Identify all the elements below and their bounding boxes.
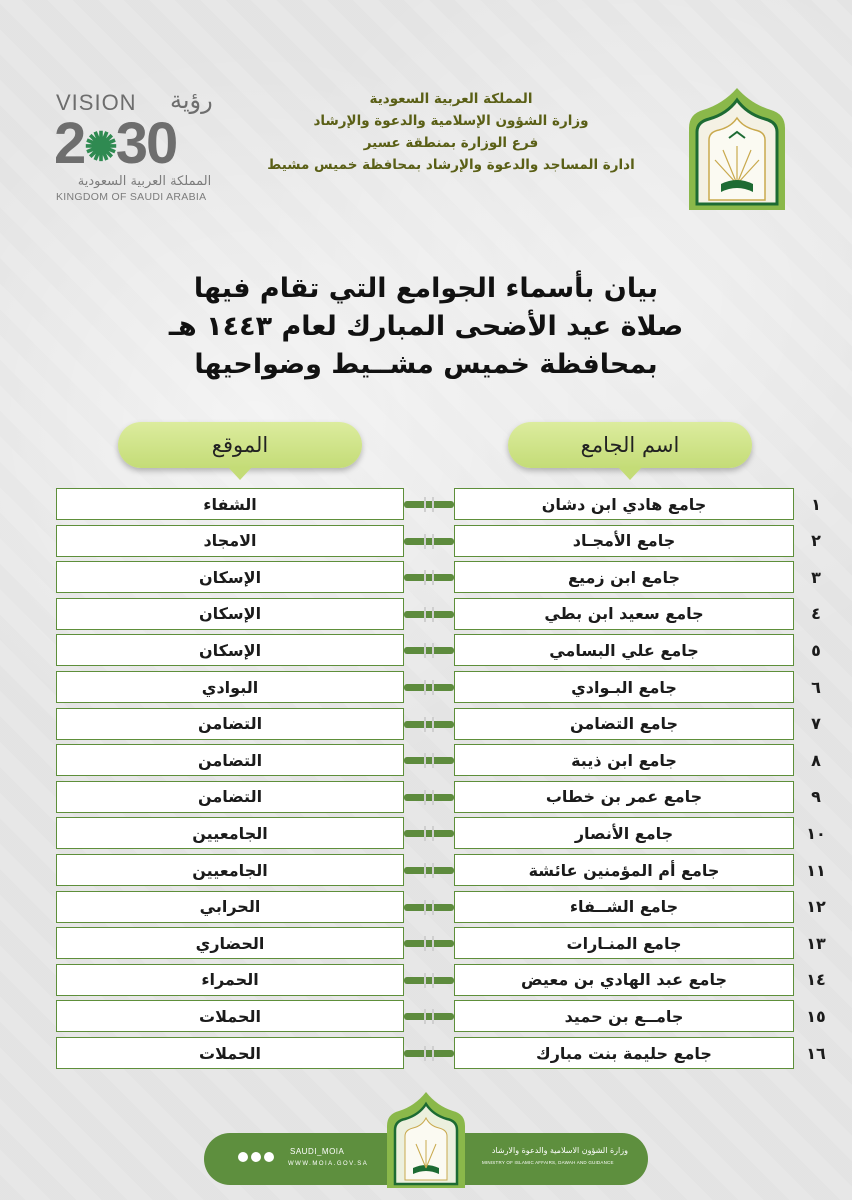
mosque-name-header: اسم الجامع: [508, 422, 752, 468]
youtube-icon[interactable]: [264, 1152, 274, 1162]
row-connector: [404, 721, 454, 728]
location-cell: الجامعيين: [56, 817, 404, 849]
mosque-name-cell: جامــع بن حميد: [454, 1000, 794, 1032]
table-row: [0, 854, 852, 886]
location-cell: التضامن: [56, 744, 404, 776]
row-connector: [404, 977, 454, 984]
table-row: [0, 781, 852, 813]
row-connector: [404, 904, 454, 911]
row-number: ١٤: [806, 970, 826, 990]
row-connector: [404, 794, 454, 801]
twitter-icon[interactable]: [238, 1152, 248, 1162]
title-line: صلاة عيد الأضحى المبارك لعام ١٤٤٣ هـ: [168, 311, 684, 342]
location-cell: البوادي: [56, 671, 404, 703]
row-connector: [404, 867, 454, 874]
social-handle[interactable]: SAUDI_MOIA: [290, 1147, 345, 1156]
location-cell: الجامعيين: [56, 854, 404, 886]
mosque-name-cell: جامع التضامن: [454, 708, 794, 740]
row-number: ٥: [811, 640, 821, 660]
org-line: ادارة المساجد والدعوة والإرشاد بمحافظة خميس مشيط: [267, 157, 635, 173]
ministry-name-english: MINISTRY OF ISLAMIC AFFAIRS, DAWAH AND GUIDANCE: [482, 1160, 614, 1165]
vision-2030-logo: [52, 88, 232, 208]
table-row: [0, 488, 852, 520]
row-connector: [404, 830, 454, 837]
table-row: [0, 561, 852, 593]
row-connector: [404, 611, 454, 618]
table-row: [0, 891, 852, 923]
social-icons: [238, 1152, 274, 1162]
row-number: ١: [811, 494, 821, 514]
location-cell: الحملات: [56, 1000, 404, 1032]
location-cell: الإسكان: [56, 561, 404, 593]
row-number: ٨: [811, 750, 821, 770]
row-connector: [404, 757, 454, 764]
organization-lines: [240, 88, 662, 176]
location-cell: الامجاد: [56, 525, 404, 557]
vision-title: VISION: [56, 90, 137, 115]
mosque-name-cell: جامع أم المؤمنين عائشة: [454, 854, 794, 886]
table-row: [0, 634, 852, 666]
row-number: ٧: [811, 714, 821, 734]
mosque-name-cell: جامع ابن ذيبة: [454, 744, 794, 776]
letterhead: [0, 0, 852, 240]
mosque-name-cell: جامع عمر بن خطاب: [454, 781, 794, 813]
mosque-name-cell: جامع ابن زميع: [454, 561, 794, 593]
row-connector: [404, 647, 454, 654]
footer-emblem-icon: [383, 1090, 469, 1190]
table-row: [0, 1000, 852, 1032]
kingdom-arabic: المملكة العربية السعودية: [77, 174, 212, 189]
location-cell: الإسكان: [56, 598, 404, 630]
location-cell: الحضاري: [56, 927, 404, 959]
location-cell: التضامن: [56, 781, 404, 813]
row-connector: [404, 538, 454, 545]
ministry-emblem-icon: [683, 84, 791, 212]
row-number: ١٣: [806, 933, 826, 953]
vision-year: 2✺30: [54, 111, 177, 176]
row-number: ١٠: [806, 823, 826, 843]
table-row: [0, 817, 852, 849]
table-row: [0, 598, 852, 630]
title-line: بمحافظة خميس مشــيط وضواحيها: [194, 349, 658, 380]
table-row: [0, 1037, 852, 1069]
mosque-name-cell: جامع حليمة بنت مبارك: [454, 1037, 794, 1069]
row-number: ٦: [811, 677, 821, 697]
location-header: الموقع: [118, 422, 362, 468]
mosque-name-cell: جامع الأمجـاد: [454, 525, 794, 557]
row-number: ١٥: [806, 1006, 826, 1026]
org-line: وزارة الشؤون الإسلامية والدعوة والإرشاد: [313, 113, 589, 129]
table-row: [0, 964, 852, 996]
mosque-name-cell: جامع الشــفاء: [454, 891, 794, 923]
document-title: [140, 270, 712, 384]
row-connector: [404, 1050, 454, 1057]
mosque-name-cell: جامع هادي ابن دشان: [454, 488, 794, 520]
row-number: ٤: [811, 604, 821, 624]
palm-swords-icon: ✺: [84, 125, 116, 170]
mosque-name-cell: جامع البـوادي: [454, 671, 794, 703]
mosque-name-cell: جامع المنـارات: [454, 927, 794, 959]
row-number: ١٢: [806, 897, 826, 917]
table-row: [0, 927, 852, 959]
ministry-name-arabic: وزارة الشؤون الاسلامية والدعوة والارشاد: [491, 1146, 628, 1155]
org-line: المملكة العربية السعودية: [369, 91, 533, 107]
title-line: بيان بأسماء الجوامع التي تقام فيها: [193, 273, 659, 304]
row-connector: [404, 684, 454, 691]
org-line: فرع الوزارة بمنطقة عسير: [363, 135, 539, 151]
table-row: [0, 525, 852, 557]
location-cell: الإسكان: [56, 634, 404, 666]
row-connector: [404, 501, 454, 508]
mosque-name-cell: جامع الأنصار: [454, 817, 794, 849]
vision-arabic: رؤية: [170, 86, 213, 114]
row-number: ٢: [811, 531, 821, 551]
mosque-name-cell: جامع سعيد ابن بطي: [454, 598, 794, 630]
location-cell: التضامن: [56, 708, 404, 740]
location-cell: الحمراء: [56, 964, 404, 996]
table-row: [0, 671, 852, 703]
location-cell: الشفاء: [56, 488, 404, 520]
instagram-icon[interactable]: [251, 1152, 261, 1162]
kingdom-english: KINGDOM OF SAUDI ARABIA: [56, 191, 207, 203]
location-cell: الحملات: [56, 1037, 404, 1069]
row-connector: [404, 940, 454, 947]
mosque-name-cell: جامع علي البسامي: [454, 634, 794, 666]
mosque-name-cell: جامع عبد الهادي بن معيض: [454, 964, 794, 996]
table-row: [0, 708, 852, 740]
row-number: ١١: [806, 860, 826, 880]
row-number: ٩: [811, 787, 821, 807]
row-connector: [404, 1013, 454, 1020]
row-connector: [404, 574, 454, 581]
table-row: [0, 744, 852, 776]
row-number: ١٦: [806, 1043, 826, 1063]
website-link[interactable]: WWW.MOIA.GOV.SA: [288, 1161, 369, 1167]
row-number: ٣: [811, 567, 821, 587]
location-cell: الحرابي: [56, 891, 404, 923]
